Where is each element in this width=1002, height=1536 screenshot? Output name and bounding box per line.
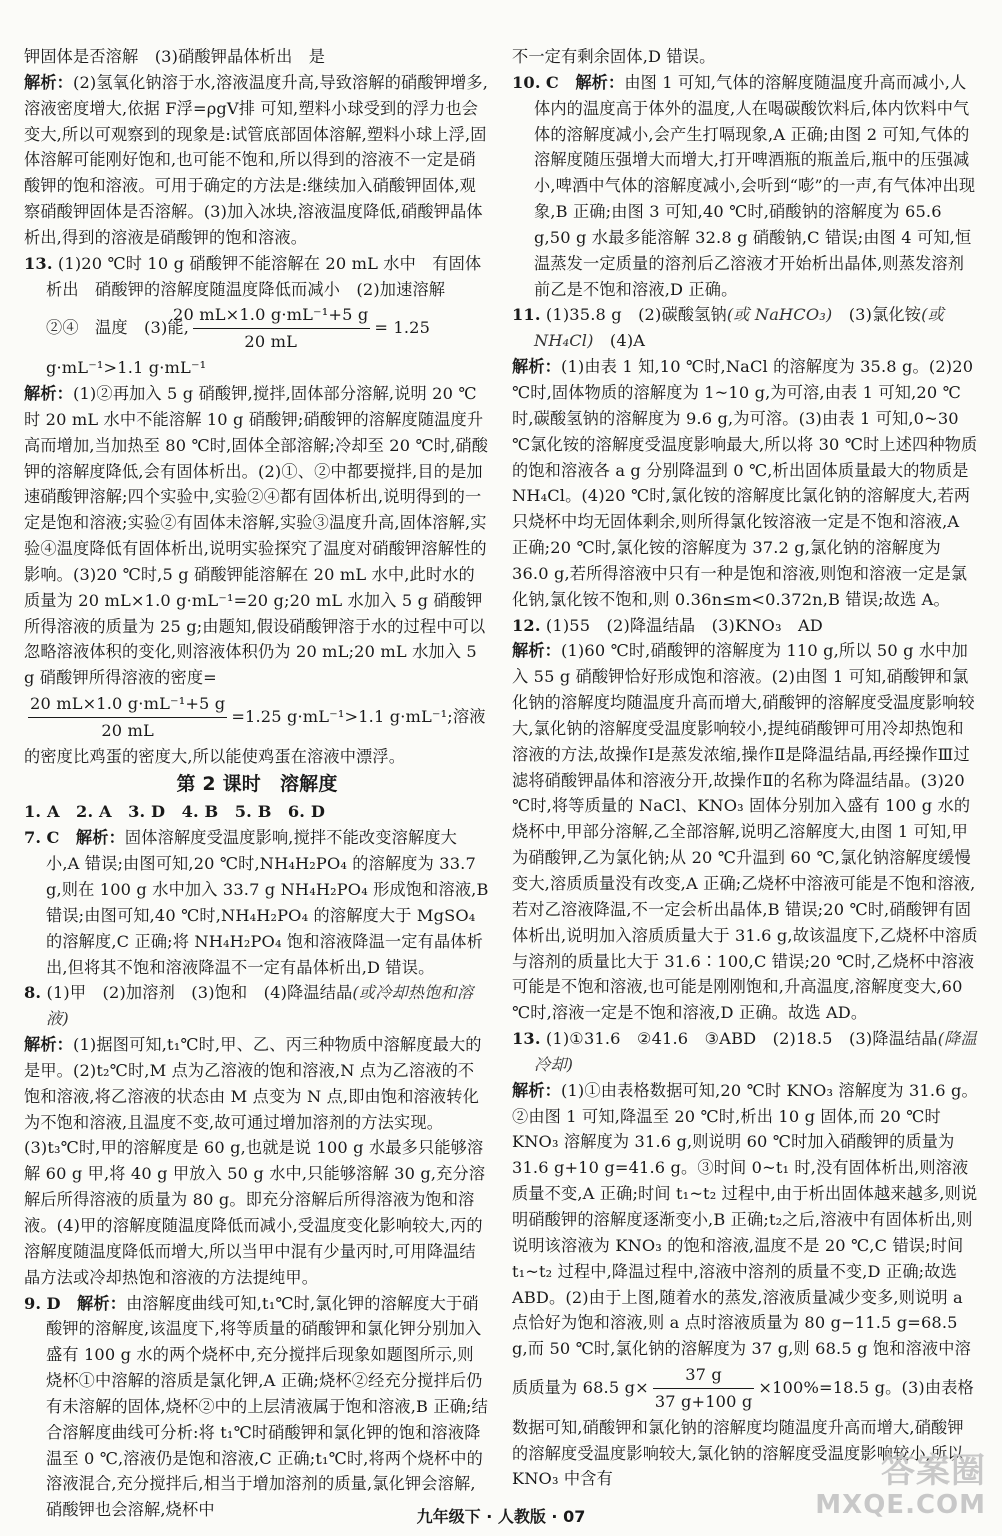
- q12-answer: 12. (1)55 (2)降温结晶 (3)KNO₃ AD: [512, 615, 823, 635]
- page-footer: 九年级下 · 人教版 · 07: [416, 1507, 586, 1526]
- q13-fraction: $\frac{\text{20 mL×1.0 g·mL⁻¹+5 g}}{20 mL}$: [193, 302, 370, 355]
- watermark-logo: 答案圈 MXQE.COM: [815, 1451, 986, 1520]
- q11-handwritten-note-2: (或 NH₄Cl): [534, 305, 944, 351]
- q13-answer: 13. (1)20 ℃时 10 g 硝酸钾不能溶解在 20 mL 水中 有固体析出 硝酸钾的溶解度随温度降低而减小 (2)加速溶解 ②④ 温度 (3)能, $\frac{\text{20 mL×1.0 g·mL⁻¹+5 g}}{20 mL}$ = 1.25 g·mL⁻¹>1.1 g·mL⁻¹: [24, 253, 482, 378]
- q11-answer: 11. (1)35.8 g (2)碳酸氢钠(或 NaHCO₃) (3)氯化铵(或 NH₄Cl) (4)A: [512, 305, 944, 351]
- q13-right-answer: 13. (1)①31.6 ②41.6 ③ABD (2)18.5 (3)降温结晶(降温冷却): [512, 1029, 977, 1074]
- q8-handwritten-note: (或冷却热饱和溶液): [46, 983, 474, 1029]
- q11-explanation: 解析：(1)由表 1 知,10 ℃时,NaCl 的溶解度为 35.8 g。(2)20 ℃时,固体物质的溶解度为 1~10 g,为可溶,由表 1 可知,20 ℃时,碳酸氢钠的溶解度为 9.6 g,为可溶。(3)由表 1 可知,0~30 ℃氯化铵的溶解度受温度影响最大,所以将 30 ℃时上述四种物质的饱和溶液各 a g 分别降温到 0 ℃,析出固体质量最大的物质是 NH₄Cl。(4)20 ℃时,氯化铵的溶解度比氯化钠的溶解度大,若两只烧杯中均无固体剩余,则所得氯化铵溶液一定是不饱和溶液,A 正确;20 ℃时,氯化铵的溶解度为 37.2 g,氯化钠的溶解度为 36.0 g,若所得溶液中只有一种是饱和溶液,则饱和溶液一定是氯化钠,氯化铵不饱和,则 0.36n≤m<0.372n,B 错误;故选 A。: [512, 357, 978, 609]
- q13-handwritten-note: (降温冷却): [534, 1029, 977, 1074]
- q8-answer: 8. (1)甲 (2)加溶剂 (3)饱和 (4)降温结晶(或冷却热饱和溶液): [24, 983, 474, 1029]
- q13-density-fraction: $\frac{\text{20 mL×1.0 g·mL⁻¹+5 g}}{20 mL}$: [28, 691, 227, 744]
- right-top-line: 不一定有剩余固体,D 错误。: [512, 47, 716, 66]
- q10: 10. C 解析：由图 1 可知,气体的溶解度随温度升高而减小,人体内的温度高于体外的温度,人在喝碳酸饮料后,体内饮料中气体的溶解度减小,会产生打嗝现象,A 正确;由图 2 可知,气体的溶解度随压强增大而增大,打开啤酒瓶的瓶盖后,瓶中的压强减小,啤酒中气体的溶解度减小,会听到“嘭”的一声,有气体冲出现象,B 正确;由图 3 可知,40 ℃时,硝酸钠的溶解度为 65.6 g,50 g 水最多能溶解 32.8 g 硝酸钠,C 错误;由图 4 可知,恒温蒸发一定质量的溶剂后乙溶液才开始析出晶体,则蒸发溶剂前乙是不饱和溶液,D 正确。: [512, 72, 976, 299]
- q13-explanation: 解析：(1)②再加入 5 g 硝酸钾,搅拌,固体部分溶解,说明 20 ℃时 20 mL 水中不能溶解 10 g 硝酸钾;硝酸钾的溶解度随温度升高而增加,当加热至 80 ℃时,固体全部溶解;冷却至 20 ℃时,硝酸钾的溶解度降低,会有固体析出。(2)①、②中都要搅拌,目的是加速硝酸钾溶解;四个实验中,实验②④都有固体析出,说明得到的一定是饱和溶液;实验②有固体未溶解,实验③温度升高,固体溶解,实验④温度降低有固体析出,说明实验探究了温度对硝酸钾溶解性的影响。(3)20 ℃时,5 g 硝酸钾能溶解在 20 mL 水中,此时水的质量为 20 mL×1.0 g·mL⁻¹=20 g;20 mL 水加入 5 g 硝酸钾所得溶液的质量为 25 g;由题知,假设硝酸钾溶于水的过程中可以忽略溶液体积的变化,则溶液体积仍为 20 mL;20 mL 水加入 5 g 硝酸钾所得溶液的密度= $\frac{\text{20 mL×1.0 g·mL⁻¹+5 g}}{20 mL}$ =1.25 g·mL⁻¹>1.1 g·mL⁻¹;溶液的密度比鸡蛋的密度大,所以能使鸡蛋在溶液中漂浮。: [24, 383, 489, 766]
- q7: 7. C 解析：固体溶解度受温度影响,搅拌不能改变溶解度大小,A 错误;由图可知,20 ℃时,NH₄H₂PO₄ 的溶解度为 33.7 g,则在 100 g 水中加入 33.7 g NH₄H₂PO₄ 形成饱和溶液,B 错误;由图可知,40 ℃时,NH₄H₂PO₄ 的溶解度大于 MgSO₄ 的溶解度,C 正确;将 NH₄H₂PO₄ 饱和溶液降温一定有晶体析出,但将其不饱和溶液降温不一定有晶体析出,D 错误。: [24, 828, 489, 977]
- q12-explanation-right: 解析：(1)60 ℃时,硝酸钾的溶解度为 110 g,所以 50 g 水中加入 55 g 硝酸钾恰好形成饱和溶液。(2)由图 1 可知,硝酸钾和氯化钠的溶解度均随温度升高而增大,硝酸钾的溶解度受温度影响较大,氯化钠的溶解度受温度影响较小,提纯硝酸钾可用冷却热饱和溶液的方法,故操作Ⅰ是蒸发浓缩,操作Ⅱ是降温结晶,再经操作Ⅲ过滤将硝酸钾晶体和溶液分开,故操作Ⅱ的名称为降温结晶。(3)20 ℃时,将等质量的 NaCl、KNO₃ 固体分别加入盛有 100 g 水的烧杯中,甲部分溶解,乙全部溶解,说明乙溶解度大,由图 1 可知,甲为硝酸钾,乙为氯化钠;从 20 ℃升温到 60 ℃,氯化钠溶解度缓慢变大,溶质质量没有改变,A 正确;乙烧杯中溶液可能是不饱和溶液,若对乙溶液降温,不一定会析出晶体,B 错误;20 ℃时,硝酸钾有固体析出,说明加入溶质质量大于 31.6 g,故该温度下,乙烧杯中溶质与溶剂的质量比大于 31.6∶100,C 错误;20 ℃时,乙烧杯中溶液可能是不饱和溶液,也可能是刚刚饱和,升高温度,溶解度变大,60 ℃时,溶液一定是不饱和溶液,D 正确。故选 AD。: [512, 641, 978, 1023]
- q8-explanation: 解析：(1)据图可知,t₁℃时,甲、乙、丙三种物质中溶解度最大的是甲。(2)t₂℃时,M 点为乙溶液的饱和溶液,N 点为乙溶液的不饱和溶液,将乙溶液的状态由 M 点变为 N 点,即由饱和溶液转化为不饱和溶液,且温度不变,故可通过增加溶剂的方法实现。(3)t₃℃时,甲的溶解度是 60 g,也就是说 100 g 水最多只能够溶解 60 g 甲,将 40 g 甲放入 50 g 水中,只能够溶解 30 g,充分溶解后所得溶液的质量为 80 g。即充分溶解后所得溶液为饱和溶液。(4)甲的溶解度随温度降低而减小,受温度变化影响较大,丙的溶解度随温度降低而增大,所以当甲中混有少量丙时,可用降温结晶方法或冷却热饱和溶液的方法提纯甲。: [24, 1035, 486, 1287]
- section-title: 第 2 课时 溶解度: [176, 772, 338, 795]
- q9: 9. D 解析：由溶解度曲线可知,t₁℃时,氯化钾的溶解度大于硝酸钾的溶解度,该温度下,将等质量的硝酸钾和氯化钾分别加入盛有 100 g 水的两个烧杯中,充分搅拌后现象如题图所示,则烧杯①中溶解的溶质是氯化钾,A 正确;烧杯②经充分搅拌后仍有未溶解的固体,烧杯②中的上层清液属于饱和溶液,B 正确;结合溶解度曲线可分析:将 t₁℃时硝酸钾和氯化钾的饱和溶液降温至 0 ℃,溶液仍是饱和溶液,C 正确;t₁℃时,将两个烧杯中的溶液混合,充分搅拌后,相当于增加溶剂的质量,氯化钾会溶解,硝酸钾也会溶解,烧杯中: [24, 1293, 488, 1520]
- q12-explanation: 解析：(2)氢氧化钠溶于水,溶液温度升高,导致溶解的硝酸钾增多,溶液密度增大,依据 F浮=ρgV排 可知,塑料小球受到的浮力也会变大,所以可观察到的现象是:试管底部固体溶解,塑料小球上浮,固体溶解可能刚好饱和,也可能不饱和,所以得到的溶液不一定是硝酸钾的饱和溶液。可用于确定的方法是:继续加入硝酸钾固体,观察硝酸钾固体是否溶解。(3)加入冰块,溶液温度降低,硝酸钾晶体析出,得到的溶液是硝酸钾的饱和溶液。: [24, 72, 489, 247]
- answers-1-6: 1. A 2. A 3. D 4. B 5. B 6. D: [24, 802, 326, 822]
- q11-handwritten-note-1: (或 NaHCO₃): [726, 305, 833, 325]
- q13-right-explanation: 解析：(1)①由表格数据可知,20 ℃时 KNO₃ 溶解度为 31.6 g。②由图 1 可知,降温至 20 ℃时,析出 10 g 固体,而 20 ℃时 KNO₃ 溶解度为 31.6 g,则说明 60 ℃时加入硝酸钾的质量为 31.6 g+10 g=41.6 g。③时间 0~t₁ 时,没有固体析出,则溶液质量不变,A 正确;时间 t₁~t₂ 过程中,由于析出固体越来越多,则说明硝酸钾的溶解度逐渐变小,B 正确;t₂之后,溶液中有固体析出,则说明该溶液为 KNO₃ 的饱和溶液,温度不是 20 ℃,C 错误;时间 t₁~t₂ 过程中,降温过程中,溶液中溶剂的质量不变,D 正确;故选 ABD。(2)由于上图,随着水的蒸发,溶液质量减少变多,则说明 a 点恰好为饱和溶液,则 a 点时溶液质量为 80 g−11.5 g=68.5 g,而 50 ℃时,氯化钠的溶解度为 37 g,则 68.5 g 饱和溶液中溶质质量为 68.5 g× $\frac{37 g}{37 g+100 g}$ ×100%=18.5 g。(3)由表格数据可知,硝酸钾和氯化钠的溶解度均随温度升高而增大,硝酸钾的溶解度受温度影响较大,氯化钠的溶解度受温度影响较小,所以 KNO₃ 中含有: [512, 1080, 978, 1489]
- q13-right-fraction: $\frac{37 g}{37 g+100 g}$: [653, 1362, 755, 1415]
- right-column: [512, 44, 978, 1492]
- left-column: [24, 44, 490, 1523]
- left-top-line: 钾固体是否溶解 (3)硝酸钾晶体析出 是: [24, 47, 326, 66]
